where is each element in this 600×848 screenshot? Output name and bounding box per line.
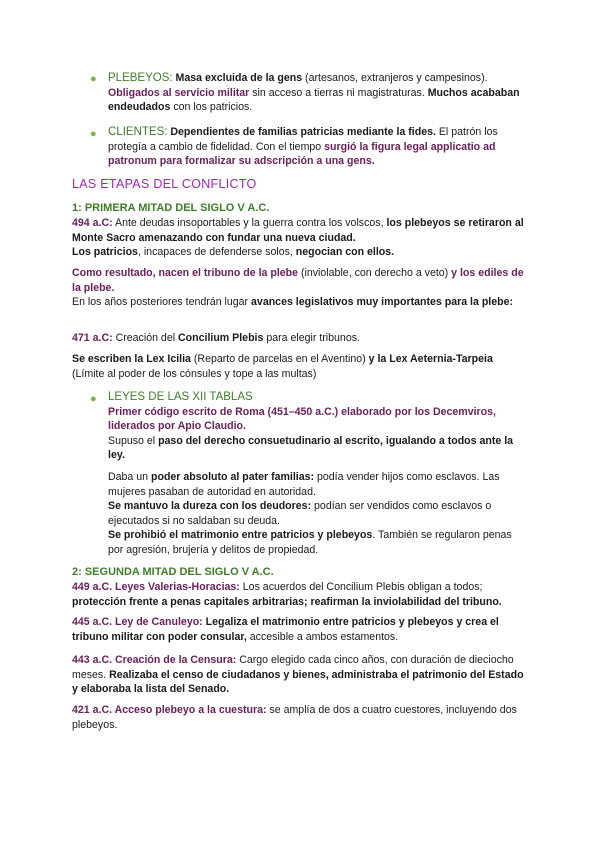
date-421: 421 a.C. Acceso plebeyo a la cuestura:: [72, 704, 267, 716]
leyes-bold-3: Se mantuvo la dureza con los deudores:: [108, 500, 312, 513]
text-421-1: se amplía de dos a cuatro cuestores, incluyendo dos plebeyos.: [72, 704, 517, 731]
text-494-1: Ante deudas insoportables y la guerra contra los volscos,: [112, 217, 387, 229]
resultado-text-2: En los años posteriores tendrán lugar: [72, 296, 252, 309]
bold-471-1: Concilium Plebis: [178, 332, 264, 344]
paragraph-421: [72, 703, 532, 732]
bold-494-3: negocian con ellos.: [295, 246, 395, 259]
date-449: 449 a.C. Leyes Valerias-Horacias:: [72, 581, 240, 593]
paragraph-lex: [72, 352, 532, 381]
paragraph-resultado: [72, 266, 532, 310]
text-445-1: accesible a ambos estamentos.: [246, 630, 399, 643]
bold-449-1: protección frente a penas capitales arbitrarias; reafirman la inviolabilidad del tribuno.: [72, 595, 502, 608]
plebeyos-text-2: sin acceso a tierras ni magistraturas.: [249, 86, 425, 99]
lex-bold-1: Se escriben la Lex Icilia: [72, 353, 191, 365]
leyes-bold-2: poder absoluto al pater familias:: [151, 470, 315, 483]
clientes-purple-1: surgió la figura legal applicatio ad patronum para formalizar su adscripción a una gens.: [108, 140, 496, 168]
text-443-1: Cargo elegido cada cinco años, con duración de dieciocho meses.: [72, 654, 514, 681]
date-471: 471 a.C:: [72, 332, 113, 344]
leyes-text-1: Supuso el: [108, 434, 159, 447]
leyes-bold-1: paso del derecho consuetudinario al escrito, igualando a todos ante la ley.: [108, 434, 514, 462]
lex-bold-2: y la Lex Aeternia-Tarpeia: [368, 353, 493, 365]
plebeyos-item: [108, 71, 528, 115]
paragraph-494: [72, 216, 532, 260]
plebeyos-bold-1: Masa excluida de la gens: [175, 72, 303, 84]
resultado-purple-1: Como resultado, nacen el tribuno de la plebe: [72, 267, 299, 279]
lex-text-1: (Reparto de parcelas en el Aventino): [190, 353, 369, 365]
paragraph-445: [72, 615, 532, 644]
date-445: 445 a.C. Ley de Canuleyo:: [72, 616, 203, 628]
bullet-icon: ●: [90, 393, 97, 405]
clientes-text-1: El patrón los protegía a cambio de fidelidad. Con el tiempo: [108, 126, 498, 153]
resultado-bold-1: avances legislativos muy importantes para la plebe:: [251, 296, 514, 309]
lex-text-2: (Límite al poder de los cónsules y tope a las multas): [72, 367, 317, 380]
date-494: 494 a.C:: [72, 217, 113, 229]
bold-494-1: los plebeyos se retiraron al Monte Sacro amenazando con fundar una nueva ciudad.: [72, 217, 524, 244]
paragraph-443: [72, 653, 532, 697]
text-471-1: Creación del: [112, 332, 179, 344]
resultado-text-1: (inviolable, con derecho a veto): [298, 267, 452, 279]
bullet-icon: ●: [90, 73, 97, 85]
leyes-bold-4: Se prohibió el matrimonio entre patricios y plebeyos: [108, 529, 373, 542]
leyes-purple-1: Primer código escrito de Roma (451–450 a.C.) elaborado por los Decemviros, liderados por Apio Claudio.: [108, 405, 496, 433]
bold-445-1: Legaliza el matrimonio entre patricios y plebeyos y crea el tribuno militar con poder consular,: [72, 616, 499, 643]
text-494-2: , incapaces de defenderse solos,: [137, 246, 296, 259]
leyes-text-4: podían ser vendidos como esclavos o ejecutados si no saldaban su deuda.: [108, 500, 492, 527]
text-471-2: para elegir tribunos.: [263, 332, 360, 344]
leyes-text-3: podía vender hijos como esclavos. Las mujeres pasaban de autoridad en autoridad.: [108, 470, 500, 498]
plebeyos-text-1: (artesanos, extranjeros y campesinos).: [302, 72, 488, 84]
leyes-label: LEYES DE LAS XII TABLAS: [108, 391, 253, 403]
leyes-text-2: Daba un: [108, 470, 151, 483]
paragraph-449: [72, 580, 532, 609]
clientes-bold-1: Dependientes de familias patricias mediante la fides.: [170, 126, 436, 138]
bold-443-1: Realizaba el censo de ciudadanos y bienes, administraba el patrimonio del Estado y elaboraba la lista del Senado.: [72, 668, 524, 696]
text-449-1: Los acuerdos del Concilium Plebis obligan a todos;: [239, 581, 483, 593]
bold-494-2: Los patricios: [72, 246, 138, 259]
plebeyos-label: PLEBEYOS:: [108, 72, 173, 84]
segunda-heading: 2: SEGUNDA MITAD DEL SIGLO V A.C.: [72, 566, 274, 578]
clientes-label: CLIENTES:: [108, 126, 168, 138]
plebeyos-text-3: con los patricios.: [170, 101, 253, 114]
plebeyos-bold-2: Muchos acababan endeudados: [108, 86, 520, 114]
paragraph-471: [72, 331, 532, 346]
leyes-item: [108, 390, 528, 558]
date-443: 443 a.C. Creación de la Censura:: [72, 654, 237, 666]
bullet-icon: ●: [90, 128, 97, 140]
section-title: LAS ETAPAS DEL CONFLICTO: [72, 177, 257, 191]
clientes-item: [108, 125, 528, 169]
leyes-text-5: . También se regularon penas por agresión, brujería y delitos de propiedad.: [108, 529, 512, 556]
primera-heading: 1: PRIMERA MITAD DEL SIGLO V A.C.: [72, 202, 270, 214]
plebeyos-purple-1: Obligados al servicio militar: [108, 86, 250, 99]
resultado-purple-2: y los ediles de la plebe.: [72, 267, 524, 294]
